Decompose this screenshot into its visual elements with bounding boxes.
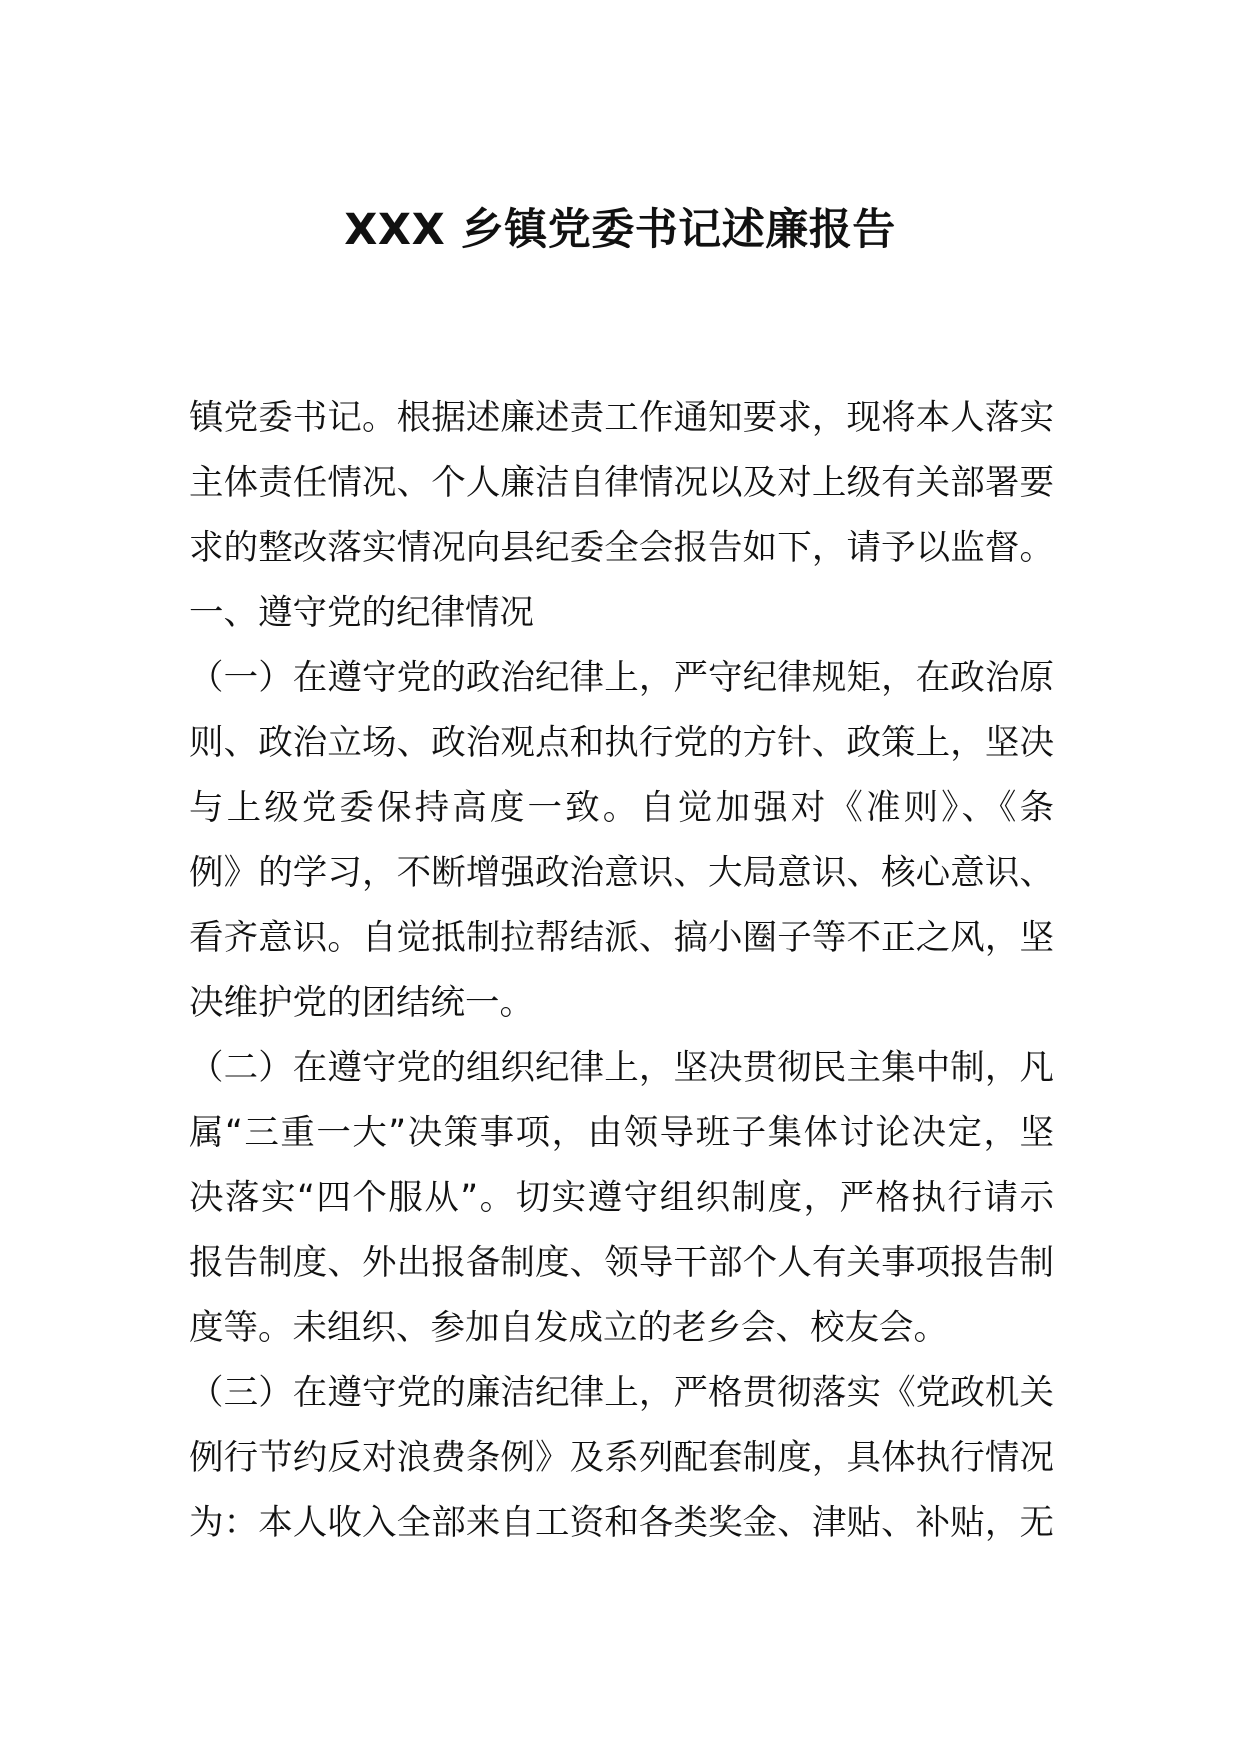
body-line: 镇党委书记。根据述廉述责工作通知要求，现将本人落实: [189, 398, 1054, 438]
body-line: 看齐意识。自觉抵制拉帮结派、搞小圈子等不正之风，坚: [189, 918, 1054, 958]
body-line: 主体责任情况、个人廉洁自律情况以及对上级有关部署要: [189, 463, 1054, 503]
document-body: [189, 386, 1054, 1556]
body-line: 决维护党的团结统一。: [189, 983, 534, 1023]
body-line: 例》的学习，不断增强政治意识、大局意识、核心意识、: [189, 853, 1054, 893]
body-line: 报告制度、外出报备制度、领导干部个人有关事项报告制: [189, 1243, 1054, 1283]
body-line: 决落实“四个服从”。切实遵守组织制度，严格执行请示: [189, 1178, 1054, 1218]
body-line: 例行节约反对浪费条例》及系列配套制度，具体执行情况: [189, 1438, 1054, 1478]
body-line: （三）在遵守党的廉洁纪律上，严格贯彻落实《党政机关: [189, 1373, 1054, 1413]
body-line: 度等。未组织、参加自发成立的老乡会、校友会。: [189, 1308, 948, 1348]
body-line: 与上级党委保持高度一致。自觉加强对《准则》、《条: [189, 788, 1054, 828]
body-line: 则、政治立场、政治观点和执行党的方针、政策上，坚决: [189, 723, 1054, 763]
body-line: （一）在遵守党的政治纪律上，严守纪律规矩，在政治原: [189, 658, 1054, 698]
section-heading: 一、遵守党的纪律情况: [189, 593, 534, 633]
document-title: XXX 乡镇党委书记述廉报告: [344, 205, 896, 255]
body-line: 为：本人收入全部来自工资和各类奖金、津贴、补贴，无: [189, 1503, 1054, 1543]
body-line: （二）在遵守党的组织纪律上，坚决贯彻民主集中制，凡: [189, 1048, 1054, 1088]
body-line: 属“三重一大”决策事项，由领导班子集体讨论决定，坚: [189, 1113, 1054, 1153]
body-line: 求的整改落实情况向县纪委全会报告如下，请予以监督。: [189, 528, 1054, 568]
